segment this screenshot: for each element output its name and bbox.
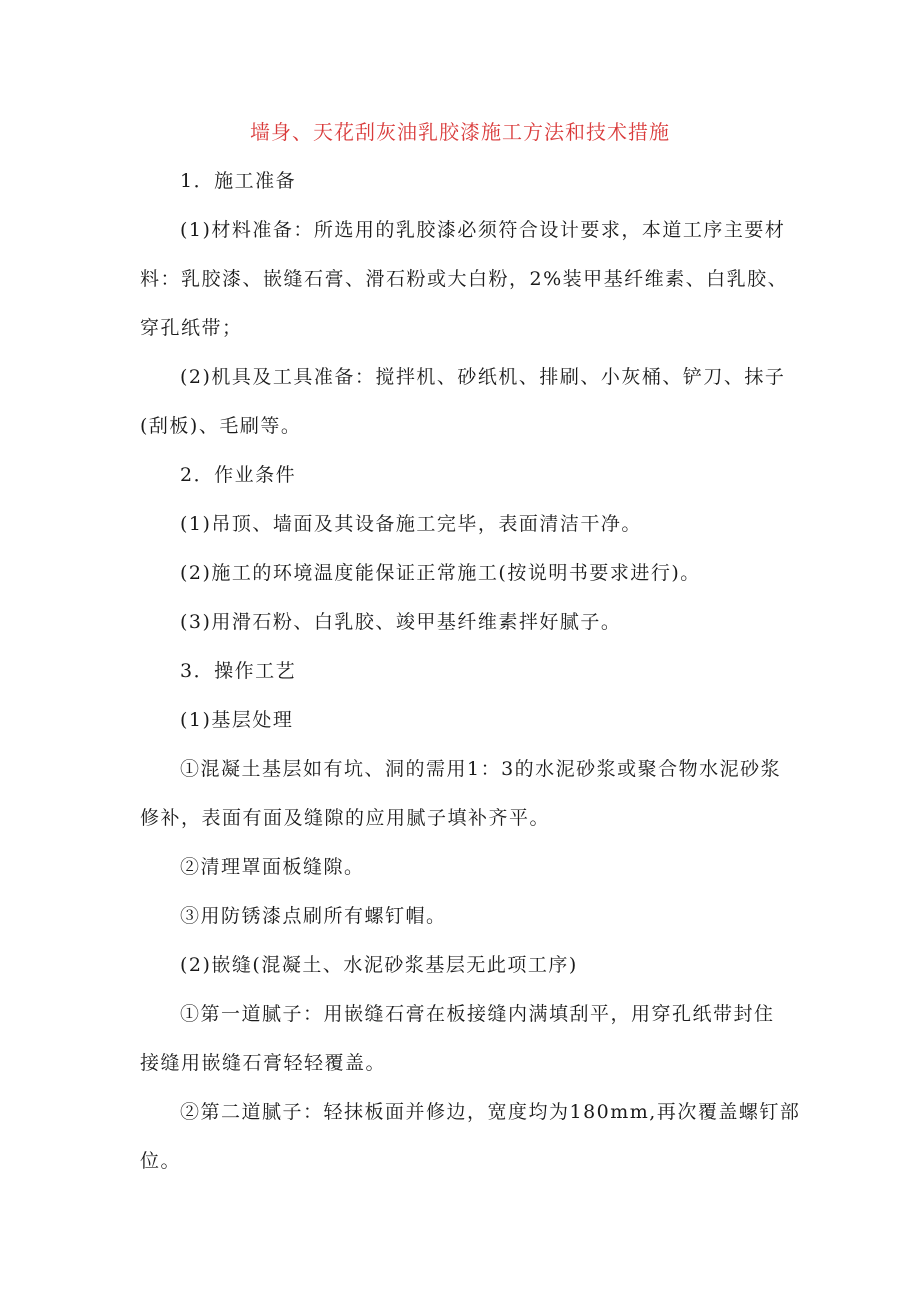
paragraph-line: (2)机具及工具准备：搅拌机、砂纸机、排刷、小灰桶、铲刀、抹子: [180, 366, 786, 388]
section-heading: 3．操作工艺: [180, 660, 297, 682]
paragraph-line: ①混凝土基层如有坑、洞的需用1：3的水泥砂浆或聚合物水泥砂浆: [180, 758, 782, 780]
paragraph-line: ③用防锈漆点刷所有螺钉帽。: [180, 905, 447, 927]
section-heading: 2．作业条件: [180, 464, 297, 486]
subsection-heading: (1)基层处理: [180, 709, 294, 731]
paragraph-line: 料：乳胶漆、嵌缝石膏、滑石粉或大白粉，2%装甲基纤维素、白乳胶、: [140, 268, 789, 290]
paragraph-line: ②清理罩面板缝隙。: [180, 856, 365, 878]
paragraph-line: (1)吊顶、墙面及其设备施工完毕，表面清洁干净。: [180, 513, 642, 535]
document-title: 墙身、天花刮灰油乳胶漆施工方法和技术措施: [250, 120, 670, 144]
paragraph-line: 穿孔纸带；: [140, 317, 243, 339]
paragraph-line: 修补，表面有面及缝隙的应用腻子填补齐平。: [140, 807, 551, 829]
paragraph-line: (刮板)、毛刷等。: [140, 415, 302, 437]
paragraph-line: 接缝用嵌缝石膏轻轻覆盖。: [140, 1052, 387, 1074]
paragraph-line: (2)施工的环境温度能保证正常施工(按说明书要求进行)。: [180, 562, 701, 584]
paragraph-line: ②第二道腻子：轻抹板面并修边，宽度均为180mm,再次覆盖螺钉部: [180, 1101, 801, 1123]
paragraph-line: ①第一道腻子：用嵌缝石膏在板接缝内满填刮平，用穿孔纸带封住: [180, 1003, 775, 1025]
paragraph-line: 位。: [140, 1150, 182, 1172]
section-heading: 1．施工准备: [180, 170, 297, 192]
paragraph-line: (1)材料准备：所选用的乳胶漆必须符合设计要求，本道工序主要材: [180, 219, 786, 241]
subsection-heading: (2)嵌缝(混凝土、水泥砂浆基层无此项工序): [180, 954, 578, 976]
paragraph-line: (3)用滑石粉、白乳胶、竣甲基纤维素拌好腻子。: [180, 611, 622, 633]
